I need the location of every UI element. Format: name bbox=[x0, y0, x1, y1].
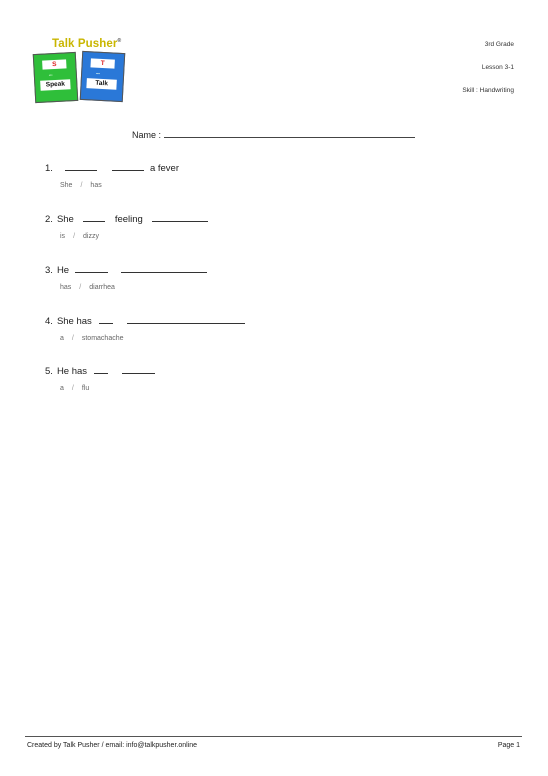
word-hints bbox=[60, 182, 179, 189]
hint-separator: / bbox=[73, 233, 76, 240]
hint-separator: / bbox=[79, 284, 82, 291]
question-1 bbox=[45, 161, 179, 189]
question-number: 2. bbox=[45, 214, 53, 225]
question-number: 3. bbox=[45, 265, 53, 276]
hint-word: dizzy bbox=[83, 233, 99, 240]
word-hints bbox=[60, 233, 208, 240]
answer-blank[interactable] bbox=[122, 364, 155, 374]
question-5 bbox=[45, 364, 155, 392]
logo-card-letter: T bbox=[90, 58, 114, 68]
grade-label: 3rd Grade bbox=[484, 41, 514, 48]
logo-card-speak bbox=[33, 52, 79, 103]
answer-blank[interactable] bbox=[99, 314, 113, 324]
question-3 bbox=[45, 263, 207, 291]
hint-word: is bbox=[60, 233, 66, 240]
answer-blank[interactable] bbox=[127, 314, 245, 324]
sentence-text: She bbox=[56, 214, 74, 225]
talk-pusher-logo bbox=[34, 38, 132, 112]
logo-card-small-text: ••• bbox=[48, 73, 53, 78]
word-hints bbox=[60, 385, 155, 392]
hint-separator: / bbox=[71, 335, 74, 342]
hint-word: stomachache bbox=[81, 335, 124, 342]
sentence-text: He bbox=[56, 265, 70, 276]
answer-blank[interactable] bbox=[121, 263, 207, 273]
question-number: 1. bbox=[45, 163, 53, 174]
sentence-text: a fever bbox=[149, 163, 179, 174]
footer-credit: Created by Talk Pusher / email: info@talkpusher.online bbox=[27, 742, 198, 749]
skill-label: Skill : Handwriting bbox=[462, 87, 514, 94]
hint-word: a bbox=[60, 335, 64, 342]
hint-word: has bbox=[90, 182, 102, 189]
name-row bbox=[132, 128, 415, 140]
lesson-label: Lesson 3-1 bbox=[481, 64, 514, 71]
registered-mark: ® bbox=[117, 38, 122, 45]
answer-blank[interactable] bbox=[152, 212, 208, 222]
sentence-text: He has bbox=[56, 366, 88, 377]
question-sentence bbox=[45, 263, 207, 275]
question-sentence bbox=[45, 212, 208, 224]
hint-separator: / bbox=[80, 182, 83, 189]
answer-blank[interactable] bbox=[112, 161, 144, 171]
question-sentence bbox=[45, 364, 155, 376]
page-number: Page 1 bbox=[497, 742, 520, 749]
name-label: Name : bbox=[132, 130, 162, 140]
question-number: 5. bbox=[45, 366, 53, 377]
answer-blank[interactable] bbox=[65, 161, 97, 171]
logo-title bbox=[52, 38, 121, 50]
question-sentence bbox=[45, 314, 245, 326]
hint-word: a bbox=[60, 385, 64, 392]
name-write-line[interactable] bbox=[164, 128, 415, 138]
hint-word: flu bbox=[81, 385, 90, 392]
sentence-text: She has bbox=[56, 316, 92, 327]
footer-divider bbox=[25, 736, 522, 737]
logo-card-word: Speak bbox=[40, 79, 70, 91]
question-number: 4. bbox=[45, 316, 53, 327]
logo-card-small-text: ••• bbox=[96, 71, 100, 76]
word-hints bbox=[60, 284, 207, 291]
answer-blank[interactable] bbox=[83, 212, 105, 222]
logo-card-talk bbox=[80, 51, 126, 102]
sentence-text: feeling bbox=[114, 214, 143, 225]
logo-card-word: Talk bbox=[86, 78, 116, 90]
hint-word: She bbox=[60, 182, 73, 189]
hint-word: diarrhea bbox=[89, 284, 115, 291]
logo-card-letter: S bbox=[42, 59, 66, 69]
question-sentence bbox=[45, 161, 179, 173]
word-hints bbox=[60, 335, 245, 342]
hint-word: has bbox=[60, 284, 72, 291]
question-4 bbox=[45, 314, 245, 342]
logo-title-text: Talk Pusher bbox=[52, 38, 118, 50]
question-2 bbox=[45, 212, 208, 240]
answer-blank[interactable] bbox=[75, 263, 108, 273]
hint-separator: / bbox=[71, 385, 74, 392]
answer-blank[interactable] bbox=[94, 364, 108, 374]
